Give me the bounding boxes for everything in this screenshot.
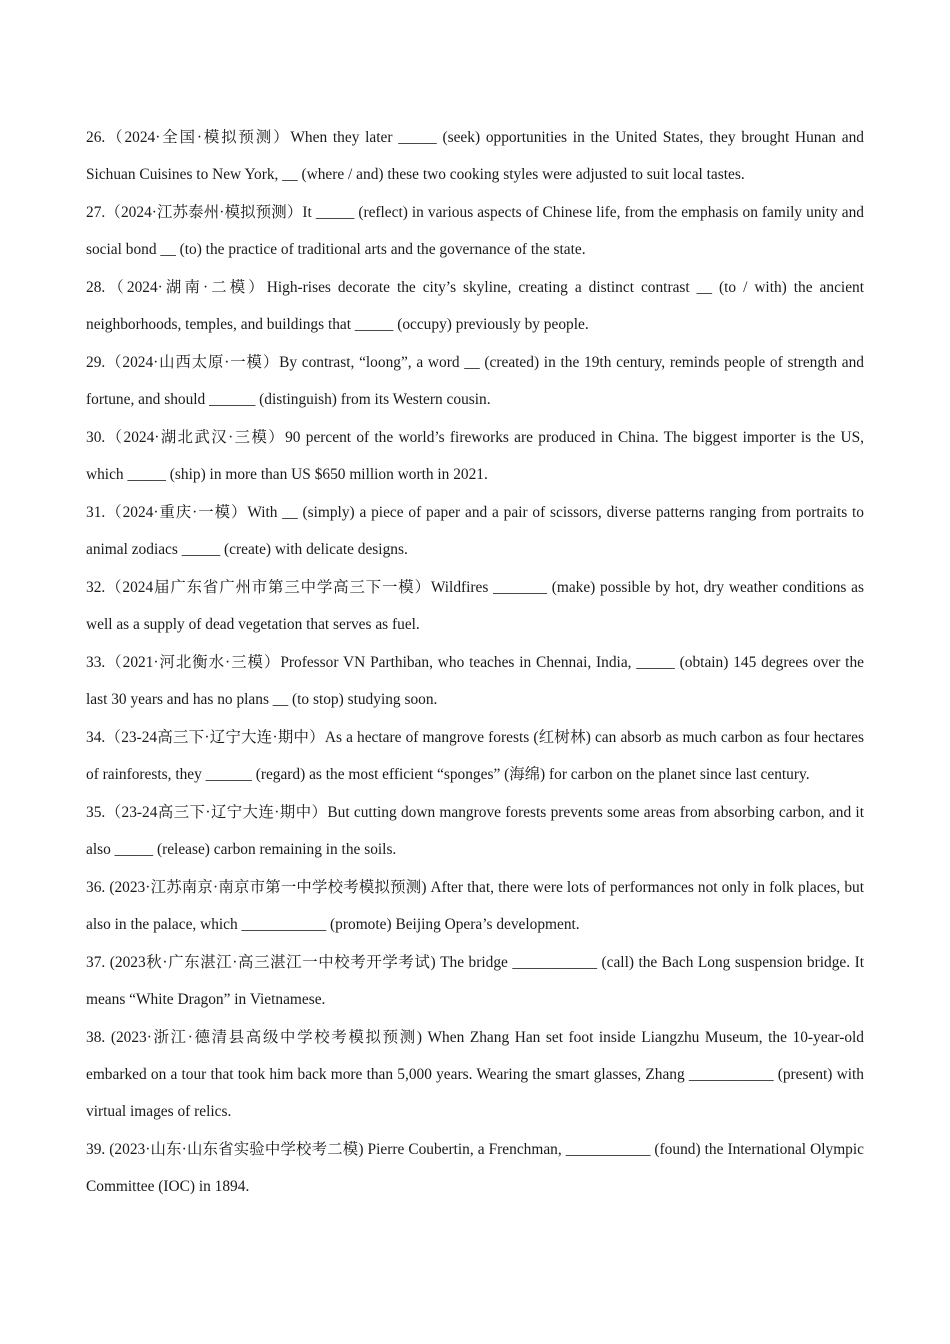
question-28 — [86, 269, 864, 343]
question-text: By contrast, “loong”, a word __ (created) in the 19th century, reminds people of strength and fortune, and should ______ (distinguish) from its Western cousin. — [86, 354, 864, 408]
question-number: 31. — [86, 504, 106, 521]
question-34 — [86, 719, 864, 793]
question-number: 26. — [86, 129, 106, 146]
question-number: 28. — [86, 279, 106, 296]
question-number: 29. — [86, 354, 106, 371]
question-source: (2023·浙江·德清县高级中学校考模拟预测) — [110, 1029, 422, 1046]
question-26 — [86, 119, 864, 193]
question-text: Wildfires _______ (make) possible by hot, dry weather conditions as well as a supply of dead vegetation that serves as fuel. — [86, 579, 864, 633]
question-source: （2024·湖北武汉·三模） — [105, 429, 286, 446]
question-39 — [86, 1131, 864, 1205]
question-source: （23-24高三下·辽宁大连·期中） — [105, 804, 328, 821]
question-31 — [86, 494, 864, 568]
question-text: The bridge ___________ (call) the Bach Long suspension bridge. It means “White Dragon” in Vietnamese. — [86, 954, 864, 1008]
question-text: As a hectare of mangrove forests (红树林) can absorb as much carbon as four hectares of rainforests, they ______ (regard) as the most efficient “sponges” (海绵) for carbon on the planet since last century. — [86, 729, 864, 783]
question-29 — [86, 344, 864, 418]
question-text: But cutting down mangrove forests prevents some areas from absorbing carbon, and it also _____ (release) carbon remaining in the soils. — [86, 804, 864, 858]
question-text: It _____ (reflect) in various aspects of Chinese life, from the emphasis on family unity and social bond __ (to) the practice of traditional arts and the governance of the state. — [86, 204, 864, 258]
question-source: （23-24高三下·辽宁大连·期中） — [105, 729, 325, 746]
question-27 — [86, 194, 864, 268]
question-number: 37. — [86, 954, 106, 971]
question-text: When Zhang Han set foot inside Liangzhu Museum, the 10-year-old embarked on a tour that took him back more than 5,000 years. Wearing the smart glasses, Zhang ___________ (present) with virtual images of relics. — [86, 1029, 864, 1120]
question-source: （2024·全国·模拟预测） — [105, 129, 291, 146]
question-30 — [86, 419, 864, 493]
question-number: 36. — [86, 879, 106, 896]
question-number: 27. — [86, 204, 106, 221]
question-source: （2024·湖南·二模） — [105, 279, 267, 296]
question-number: 39. — [86, 1141, 106, 1158]
question-source: （2024·山西太原·一模） — [105, 354, 280, 371]
question-36 — [86, 869, 864, 943]
question-number: 35. — [86, 804, 106, 821]
question-source: (2023·江苏南京·南京市第一中学校考模拟预测) — [109, 879, 427, 896]
question-text: High-rises decorate the city’s skyline, creating a distinct contrast __ (to / with) the ancient neighborhoods, temples, and buildings that _____ (occupy) previously by people. — [86, 279, 864, 333]
question-source: (2023·山东·山东省实验中学校考二模) — [109, 1141, 364, 1158]
question-37 — [86, 944, 864, 1018]
question-text: With __ (simply) a piece of paper and a pair of scissors, diverse patterns ranging from portraits to animal zodiacs _____ (create) with delicate designs. — [86, 504, 864, 558]
question-text: After that, there were lots of performances not only in folk places, but also in the palace, which ___________ (promote) Beijing Opera’s development. — [86, 879, 864, 933]
question-source: （2024·江苏泰州·模拟预测） — [105, 204, 303, 221]
question-38 — [86, 1019, 864, 1130]
question-35 — [86, 794, 864, 868]
question-source: (2023秋·广东湛江·高三湛江一中校考开学考试) — [109, 954, 436, 971]
question-source: （2024届广东省广州市第三中学高三下一模） — [105, 579, 431, 596]
question-number: 38. — [86, 1029, 106, 1046]
question-text: Professor VN Parthiban, who teaches in Chennai, India, _____ (obtain) 145 degrees over the last 30 years and has no plans __ (to stop) studying soon. — [86, 654, 864, 708]
question-number: 33. — [86, 654, 106, 671]
question-number: 30. — [86, 429, 106, 446]
exercise-page — [86, 119, 864, 1206]
question-text: 90 percent of the world’s fireworks are produced in China. The biggest importer is the US, which _____ (ship) in more than US $650 million worth in 2021. — [86, 429, 864, 483]
question-source: （2021·河北衡水·三模） — [105, 654, 281, 671]
question-33 — [86, 644, 864, 718]
question-number: 32. — [86, 579, 106, 596]
question-source: （2024·重庆·一模） — [105, 504, 248, 521]
question-number: 34. — [86, 729, 106, 746]
question-text: Pierre Coubertin, a Frenchman, ___________ (found) the International Olympic Committee (IOC) in 1894. — [86, 1141, 864, 1195]
question-32 — [86, 569, 864, 643]
question-text: When they later _____ (seek) opportunities in the United States, they brought Hunan and Sichuan Cuisines to New York, __ (where / and) these two cooking styles were adjusted to suit local tastes. — [86, 129, 864, 183]
